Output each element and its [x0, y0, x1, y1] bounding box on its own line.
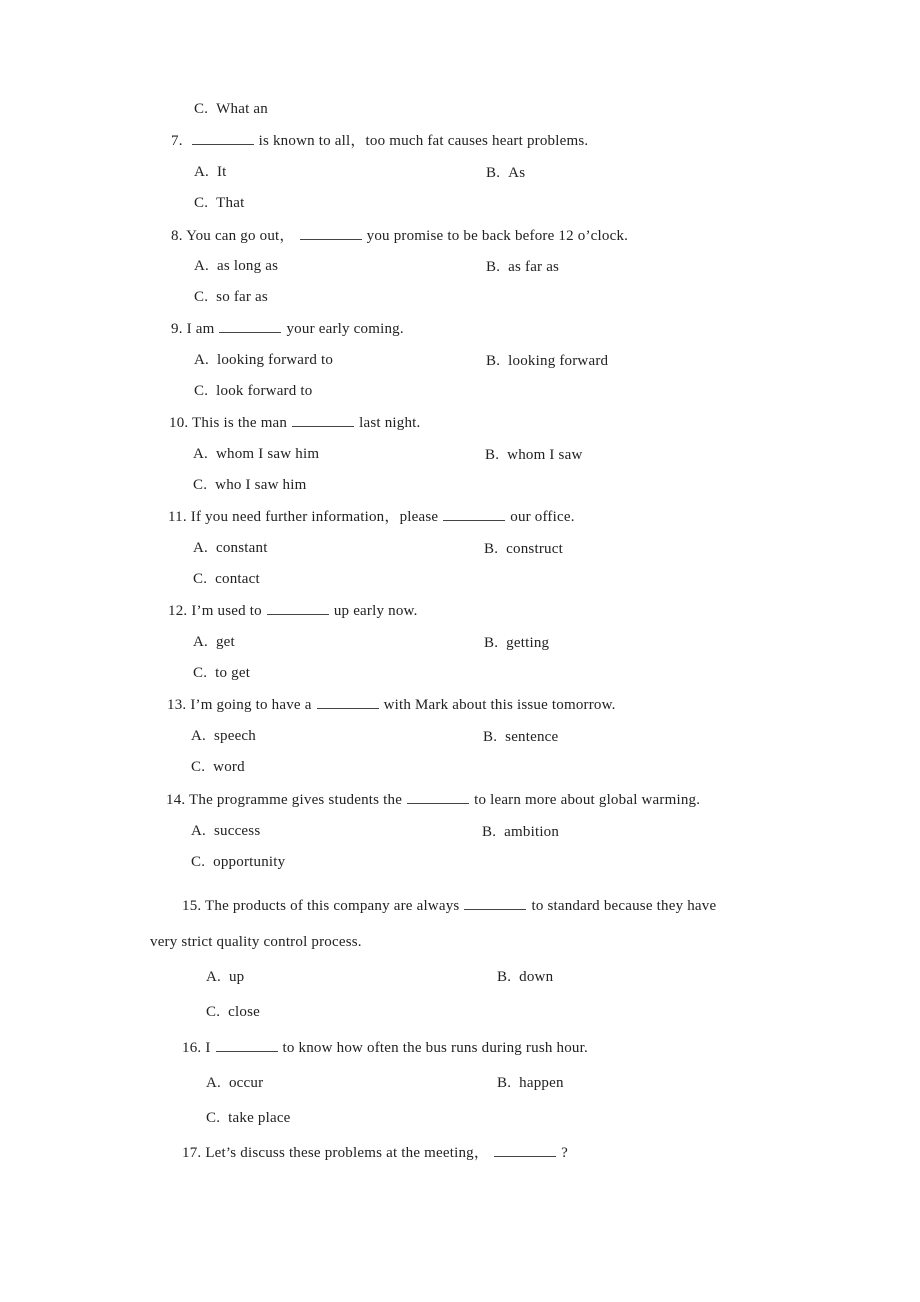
option-text: looking forward to — [216, 352, 334, 368]
question-8-option-c — [194, 287, 268, 307]
option-text: What an — [216, 101, 268, 117]
option-label: B. — [484, 541, 499, 557]
question-text-before: This is the man — [192, 415, 288, 431]
option-text: whom I saw him — [215, 446, 320, 462]
option-label: B. — [485, 447, 500, 463]
option-text: It — [216, 164, 227, 180]
question-16-option-a — [206, 1073, 263, 1093]
question-number: 14. — [166, 792, 186, 808]
question-11-stem — [168, 507, 575, 527]
option-label: A. — [191, 823, 206, 839]
question-7-stem — [171, 131, 588, 151]
question-text-before: If you need further information，please — [190, 509, 439, 525]
option-text: That — [216, 195, 245, 211]
option-label: B. — [486, 259, 501, 275]
question-text-before: The programme gives students the — [189, 792, 403, 808]
option-label: C. — [194, 101, 209, 117]
question-text-before: I’m going to have a — [190, 697, 312, 713]
question-12-option-a — [193, 632, 235, 652]
option-label: B. — [482, 824, 497, 840]
option-text: construct — [506, 541, 563, 557]
answer-blank — [443, 508, 505, 521]
option-c-q6 — [194, 99, 268, 119]
option-text: look forward to — [216, 383, 313, 399]
question-12-option-c — [193, 663, 250, 683]
question-number: 9. — [171, 321, 183, 337]
option-label: B. — [486, 353, 501, 369]
answer-blank — [219, 320, 281, 333]
option-label: B. — [486, 165, 501, 181]
question-number: 8. — [171, 228, 183, 244]
question-16-stem — [182, 1038, 588, 1058]
question-text-after: is known to all，too much fat causes heart problems. — [258, 133, 589, 149]
question-text-after: last night. — [359, 415, 421, 431]
question-number: 13. — [167, 697, 187, 713]
option-label: A. — [193, 634, 208, 650]
answer-blank — [192, 132, 254, 145]
question-12-option-b — [484, 633, 549, 653]
option-label: C. — [206, 1110, 221, 1126]
question-text-after: up early now. — [333, 603, 418, 619]
option-label: C. — [194, 195, 209, 211]
option-text: constant — [215, 540, 268, 556]
question-8-option-a — [194, 256, 278, 276]
question-number: 15. — [182, 898, 202, 914]
option-label: C. — [194, 383, 209, 399]
question-9-option-c — [194, 381, 312, 401]
question-9-option-a — [194, 350, 333, 370]
option-text: looking forward — [508, 353, 609, 369]
question-10-option-a — [193, 444, 319, 464]
option-label: C. — [191, 854, 206, 870]
question-number: 12. — [168, 603, 188, 619]
option-label: B. — [484, 635, 499, 651]
question-text-before: Let’s discuss these problems at the meeting， — [205, 1145, 490, 1161]
question-16-option-b — [497, 1073, 564, 1093]
question-text-before: The products of this company are always — [205, 898, 460, 914]
question-text-after: to learn more about global warming. — [474, 792, 701, 808]
question-14-option-a — [191, 821, 260, 841]
option-text: who I saw him — [215, 477, 307, 493]
answer-blank — [267, 602, 329, 615]
question-text-after: your early coming. — [286, 321, 404, 337]
option-text: speech — [213, 728, 256, 744]
answer-blank — [407, 791, 469, 804]
question-text-after: to know how often the bus runs during rush hour. — [282, 1040, 588, 1056]
question-number: 11. — [168, 509, 187, 525]
option-text: ambition — [504, 824, 560, 840]
answer-blank — [300, 227, 362, 240]
question-text-before: I’m used to — [191, 603, 262, 619]
question-15-option-b — [497, 967, 553, 987]
question-13-option-a — [191, 726, 256, 746]
option-text: happen — [519, 1075, 564, 1091]
answer-blank — [494, 1144, 556, 1157]
question-number: 16. — [182, 1040, 202, 1056]
question-10-option-c — [193, 475, 307, 495]
question-10-option-b — [485, 445, 582, 465]
option-label: C. — [193, 571, 208, 587]
option-text: occur — [228, 1075, 264, 1091]
question-12-stem — [168, 601, 418, 621]
option-label: A. — [193, 540, 208, 556]
option-label: A. — [206, 1075, 221, 1091]
option-label: A. — [194, 258, 209, 274]
option-text: down — [519, 969, 554, 985]
question-text-after: you promise to be back before 12 o’clock. — [366, 228, 629, 244]
option-text: contact — [215, 571, 260, 587]
option-text: so far as — [216, 289, 268, 305]
question-number: 7. — [171, 133, 183, 149]
question-11-option-b — [484, 539, 563, 559]
question-text-after: with Mark about this issue tomorrow. — [383, 697, 616, 713]
question-text-after: to standard because they have — [531, 898, 717, 914]
question-13-stem — [167, 695, 616, 715]
question-text-before: You can go out， — [186, 228, 295, 244]
question-16-option-c — [206, 1108, 291, 1128]
question-text-before: I — [205, 1040, 211, 1056]
question-number: 10. — [169, 415, 189, 431]
option-text: take place — [228, 1110, 291, 1126]
option-text: as long as — [216, 258, 279, 274]
question-15-option-a — [206, 967, 244, 987]
option-label: A. — [194, 352, 209, 368]
question-9-option-b — [486, 351, 608, 371]
option-text: to get — [215, 665, 251, 681]
question-17-stem — [182, 1143, 568, 1163]
question-7-option-b — [486, 163, 525, 183]
question-number: 17. — [182, 1145, 202, 1161]
option-label: A. — [206, 969, 221, 985]
question-15-stem — [182, 896, 716, 916]
option-label: A. — [193, 446, 208, 462]
option-label: A. — [194, 164, 209, 180]
option-label: C. — [206, 1004, 221, 1020]
question-14-option-b — [482, 822, 559, 842]
option-text: as far as — [508, 259, 560, 275]
question-10-stem — [169, 413, 421, 433]
option-text: opportunity — [213, 854, 286, 870]
option-text: whom I saw — [507, 447, 583, 463]
option-label: B. — [497, 1075, 512, 1091]
answer-blank — [216, 1039, 278, 1052]
answer-blank — [292, 414, 354, 427]
question-11-option-a — [193, 538, 268, 558]
question-11-option-c — [193, 569, 260, 589]
question-7-option-c — [194, 193, 244, 213]
question-7-option-a — [194, 162, 227, 182]
option-text: up — [228, 969, 245, 985]
option-text: close — [228, 1004, 260, 1020]
option-text: get — [215, 634, 235, 650]
question-13-option-b — [483, 727, 558, 747]
option-text: getting — [506, 635, 550, 651]
option-label: C. — [193, 665, 208, 681]
option-text: word — [213, 759, 245, 775]
question-15-option-c — [206, 1002, 260, 1022]
answer-blank — [464, 897, 526, 910]
question-9-stem — [171, 319, 404, 339]
option-text: success — [213, 823, 261, 839]
option-text: sentence — [505, 729, 559, 745]
option-label: C. — [194, 289, 209, 305]
option-label: C. — [193, 477, 208, 493]
option-label: B. — [497, 969, 512, 985]
question-text-after: ? — [561, 1145, 568, 1161]
option-text: As — [508, 165, 526, 181]
option-label: B. — [483, 729, 498, 745]
question-8-option-b — [486, 257, 559, 277]
question-13-option-c — [191, 757, 245, 777]
question-text-after: our office. — [510, 509, 575, 525]
question-15-continuation: very strict quality control process. — [150, 934, 362, 950]
question-8-stem — [171, 226, 628, 246]
answer-blank — [317, 696, 379, 709]
option-label: A. — [191, 728, 206, 744]
question-14-option-c — [191, 852, 285, 872]
question-text-before: I am — [186, 321, 215, 337]
question-14-stem — [166, 790, 700, 810]
option-label: C. — [191, 759, 206, 775]
